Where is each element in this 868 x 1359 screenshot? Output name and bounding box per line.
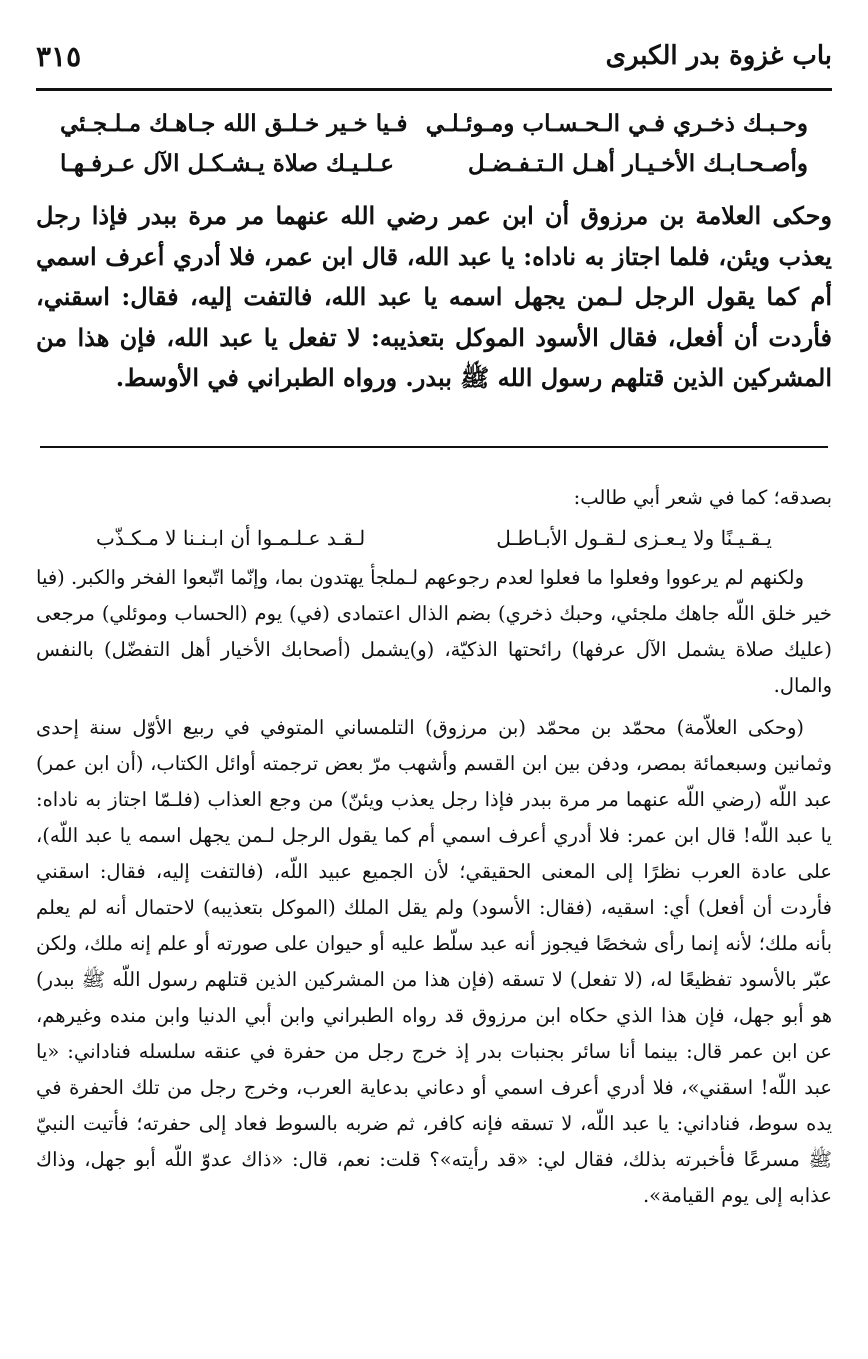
poem-verses bbox=[60, 104, 808, 184]
verse-hemistich-left: وحـبـك ذخـري فـي الـحـسـاب ومـوئـلـي bbox=[425, 110, 808, 137]
page-number: ٣١٥ bbox=[36, 39, 82, 73]
commentary-paragraph: ولكنهم لم يرعووا وفعلوا ما فعلوا لعدم رجوعهم لـملجأ يهتدون بما، وإنّما اتّبعوا الفخر والكبر. (فيا خير خلق اللّه جاهك ملجئي، وحبك ذخري) بضم الذال اعتمادى (في) يوم (الحساب وموئلي) مرجعى (عليك صلاة يشمل الآل عرفها) رائحتها الذكيّة، (و)يشمل (أصحابك الأخيار أهل التفضّل) بالنفس والمال. bbox=[36, 566, 832, 697]
commentary-section bbox=[36, 480, 832, 1214]
verse-hemistich-right: عـلـيـك صلاة يـشـكـل الآل عـرفـهـا bbox=[60, 150, 394, 177]
verse-line bbox=[60, 144, 808, 184]
commentary-intro-line: بصدقه؛ كما في شعر أبي طالب: bbox=[573, 486, 832, 509]
header-divider bbox=[36, 88, 832, 91]
section-divider bbox=[40, 446, 828, 448]
verse-hemistich-right: لـقـد عـلـمـوا أن ابـنـنا لا مـكـذّب bbox=[96, 526, 366, 550]
verse-line bbox=[60, 104, 808, 144]
main-text-paragraph: وحكى العلامة بن مرزوق أن ابن عمر رضي الله عنهما مر مرة ببدر فإذا رجل يعذب ويئن، فلما اجتاز به ناداه: يا عبد الله، قال ابن عمر، فلا أدري أعرف اسمي أم كما يقول الرجل لـمن يجهل اسمه يا عبد الله، فالتفت إليه، فقال: اسقني، فأردت أن أفعل، فقال الأسود الموكل بتعذيبه: لا تفعل يا عبد الله، فإن هذا من المشركين الذين قتلهم رسول الله ﷺ ببدر. ورواه الطبراني في الأوسط. bbox=[36, 201, 832, 392]
verse-hemistich-left: وأصـحـابـك الأخـيـار أهـل الـتـفـضـل bbox=[467, 150, 808, 177]
commentary-paragraph: (وحكى العلاّمة) محمّد بن محمّد (بن مرزوق) التلمساني المتوفي في ربيع الأوّل سنة إحدى وثمانين وسبعمائة بمصر، ودفن بين ابن القسم وأشهب مرّ بعض ترجمته أوائل الكتاب، (أن ابن عمر) عبد اللّه (رضي اللّه عنهما مر مرة ببدر فإذا رجل يعذب ويئنّ) من وجع العذاب (فلـمّا اجتاز به ناداه: يا عبد اللّه! قال ابن عمر: فلا أدري أعرف اسمي أم كما يقول الرجل لـمن يجهل اسمه يا عبد اللّه)، على عادة العرب نظرًا إلى المعنى الحقيقي؛ لأن الجميع عبيد اللّه، (فالتفت إليه، فقال: اسقني فأردت أن أفعل) أي: اسقيه، (فقال: الأسود) ولم يقل الملك (الموكل بتعذيبه) لاحتمال أنه لم يعلم بأنه ملك؛ لأنه إنما رأى شخصًا فيجوز أنه عبد سلّط عليه أو حيوان على صورته أو علم إنه ملك، ولكن عبّر بالأسود تفظيعًا له، (لا تفعل) لا تسقه (فإن هذا من المشركين الذين قتلهم رسول اللّه ﷺ ببدر) هو أبو جهل، فإن هذا الذي حكاه ابن مرزوق قد رواه الطبراني وابن أبي الدنيا وابن منده وغيرهم، عن ابن عمر قال: بينما أنا سائر بجنبات بدر إذ خرج رجل من حفرة في عنقه سلسله فناداني: «يا عبد اللّه! اسقني»، فلا أدري أعرف اسمي أو دعاني بدعاية العرب، وخرج رجل من تلك الحفرة في يده سوط، فناداني: يا عبد اللّه، لا تسقه فإنه كافر، ثم ضربه بالسوط فعاد إلى حفرته؛ فأتيت النبيّ ﷺ مسرعًا فأخبرته بذلك، فقال لي: «قد رأيته»؟ قلت: نعم، قال: «ذاك عدوّ اللّه أبو جهل، وذاك عذابه إلى يوم القيامة». bbox=[36, 716, 832, 1207]
chapter-title: باب غزوة بدر الكبرى bbox=[605, 41, 832, 71]
verse-hemistich-left: يـقـيـنًا ولا يـعـزى لـقـول الأبـاطـل bbox=[496, 526, 772, 550]
commentary-verse-line bbox=[36, 516, 832, 560]
verse-hemistich-right: فـيا خـير خـلـق الله جـاهـك مـلـجـئي bbox=[60, 110, 408, 137]
page-header bbox=[36, 30, 832, 82]
